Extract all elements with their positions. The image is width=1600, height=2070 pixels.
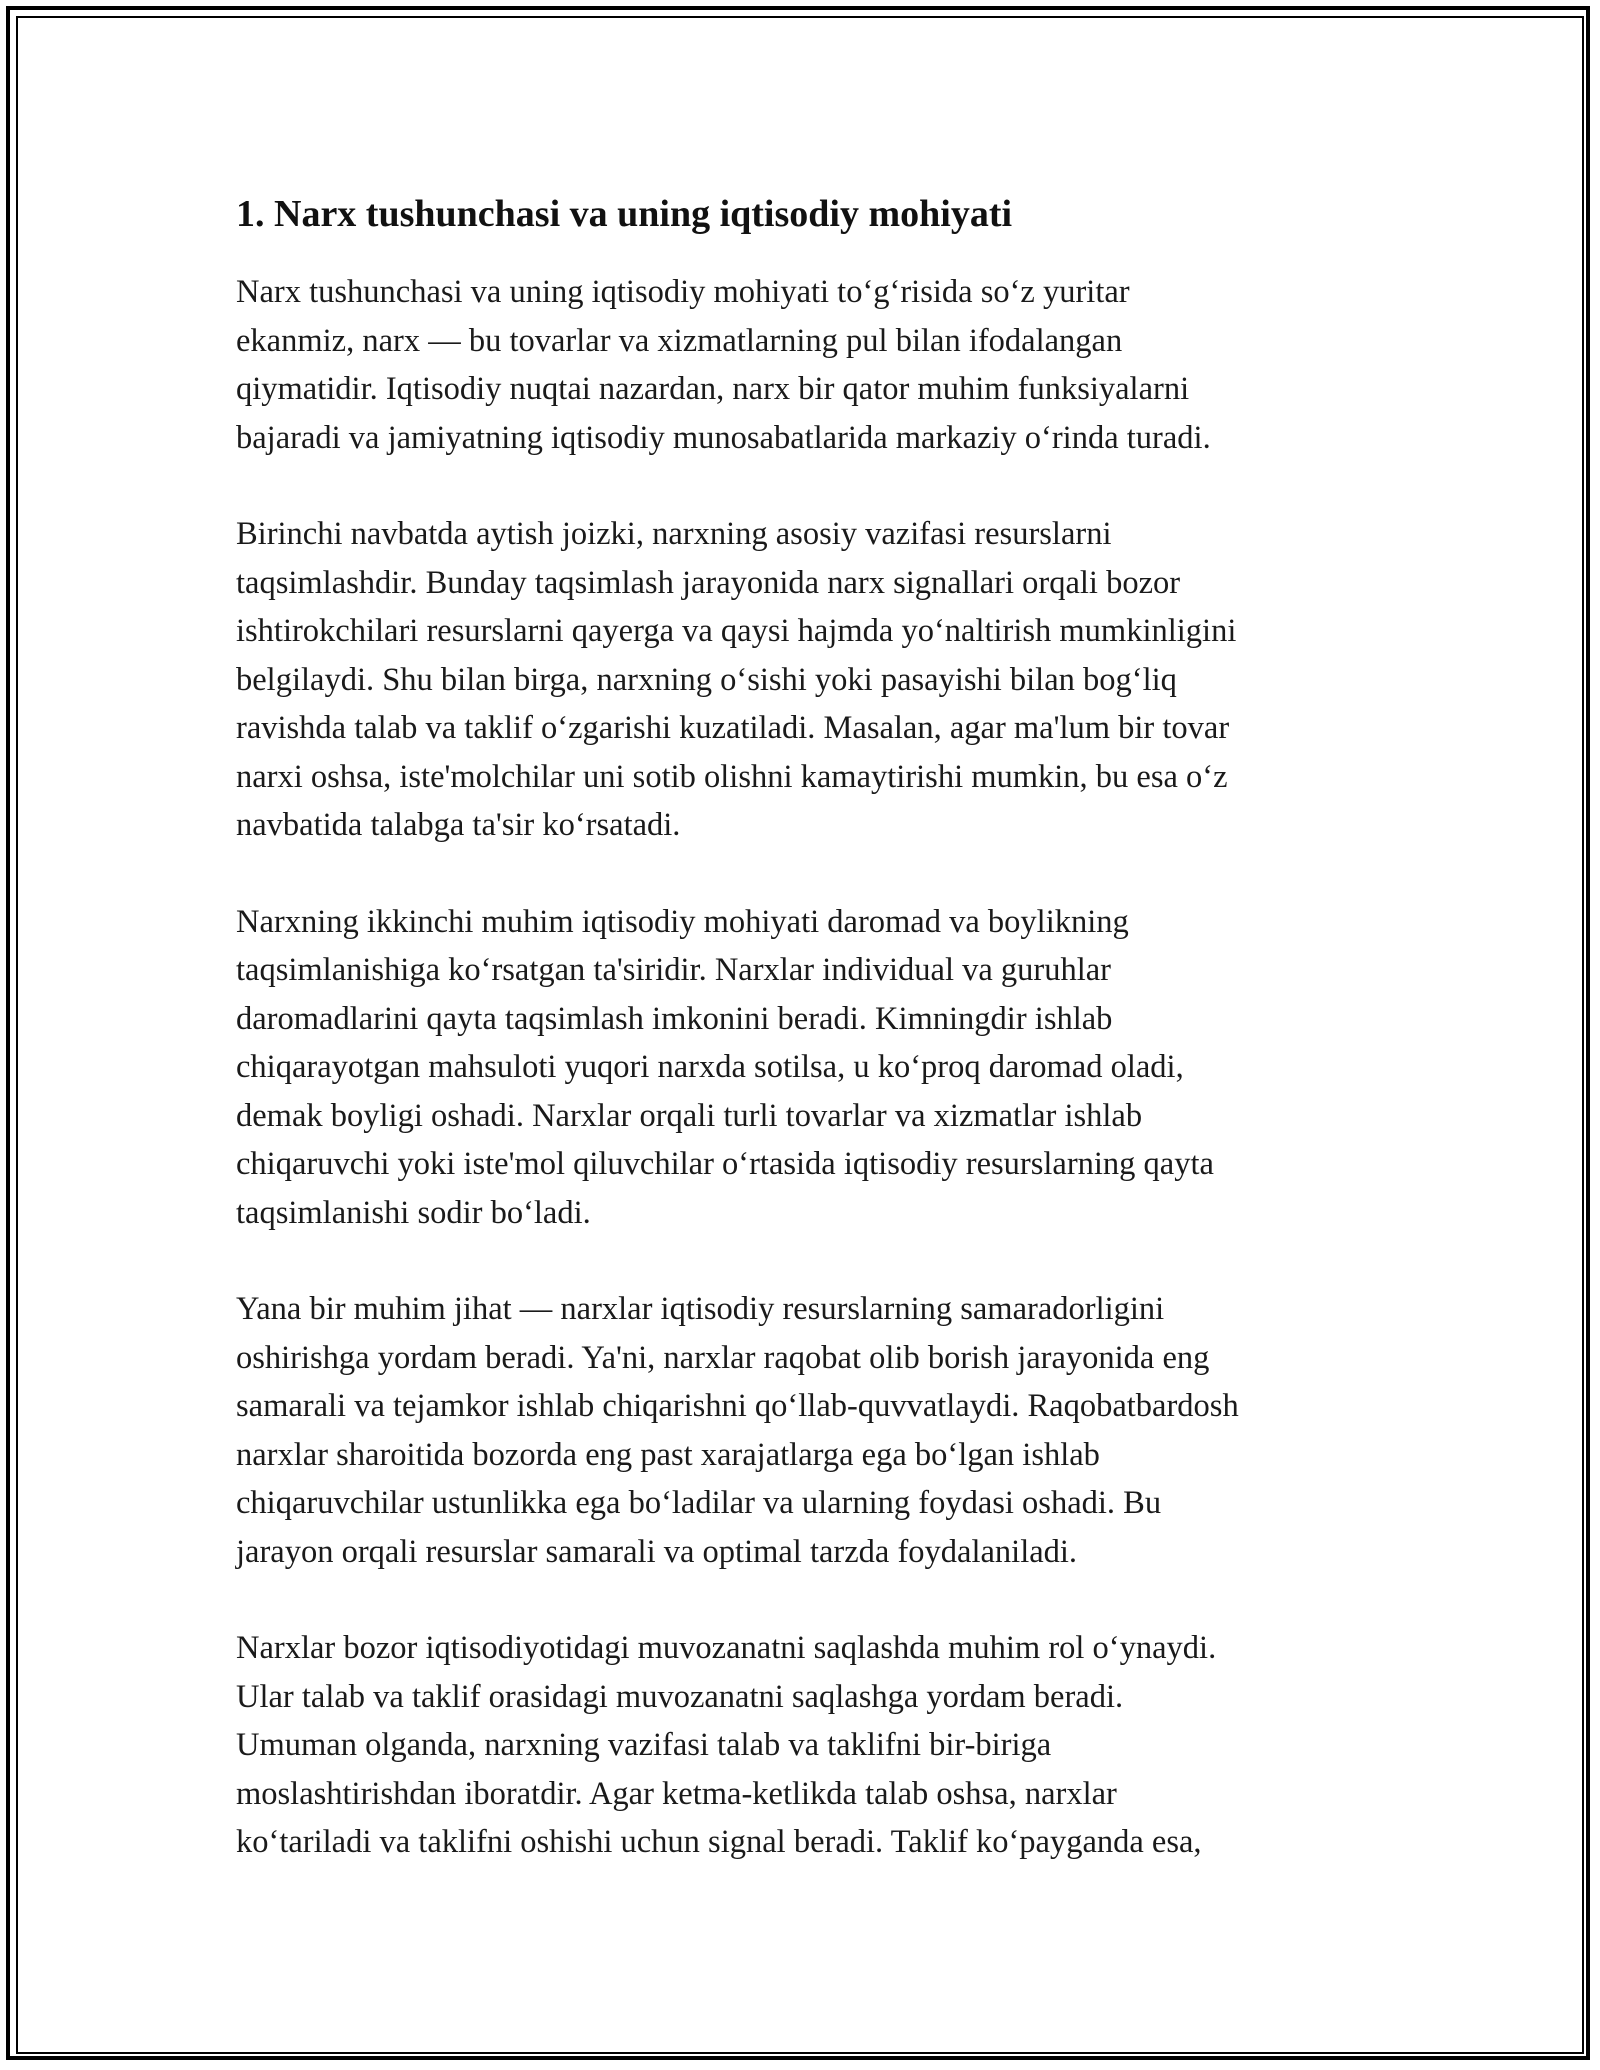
text-line: bajaradi va jamiyatning iqtisodiy munosabatlarida markaziy o‘rinda turadi.: [236, 419, 1211, 456]
text-line: navbatida talabga ta'sir ko‘rsatadi.: [236, 807, 681, 843]
text-line: Ular talab va taklif orasidagi muvozanatni saqlashga yordam beradi.: [236, 1678, 1124, 1715]
text-line: Narx tushunchasi va uning iqtisodiy mohiyati to‘g‘risida so‘z yuritar: [236, 274, 1130, 310]
text-line: Birinchi navbatda aytish joizki, narxning asosiy vazifasi resurslarni: [236, 516, 1112, 552]
text-line: Narxning ikkinchi muhim iqtisodiy mohiyati daromad va boylikning: [236, 903, 1129, 940]
text-line: ko‘tariladi va taklifni oshishi uchun signal beradi. Taklif ko‘payganda esa,: [236, 1824, 1202, 1860]
text-line: oshirishga yordam beradi. Ya'ni, narxlar raqobat olib borish jarayonida eng: [236, 1339, 1210, 1376]
text-line: daromadlarini qayta taqsimlash imkonini beradi. Kimningdir ishlab: [236, 1000, 1113, 1037]
paragraph: [236, 1624, 1376, 1867]
paragraph: [236, 1285, 1376, 1576]
document-body: [236, 186, 1376, 1915]
text-line: samarali va tejamkor ishlab chiqarishni qo‘llab-quvvatlaydi. Raqobatbardosh: [236, 1388, 1239, 1424]
text-line: taqsimlanishi sodir bo‘ladi.: [236, 1194, 591, 1231]
text-line: Umuman olganda, narxning vazifasi talab va taklifni bir-biriga: [236, 1727, 1052, 1763]
text-line: ishtirokchilari resurslarni qayerga va qaysi hajmda yo‘naltirish mumkinligini: [236, 613, 1237, 649]
text-line: Narxlar bozor iqtisodiyotidagi muvozanatni saqlashda muhim rol o‘ynaydi.: [236, 1630, 1217, 1666]
text-line: ravishda talab va taklif o‘zgarishi kuzatiladi. Masalan, agar ma'lum bir tovar: [236, 710, 1230, 746]
text-line: chiqarayotgan mahsuloti yuqori narxda sotilsa, u ko‘proq daromad oladi,: [236, 1049, 1184, 1085]
text-line: taqsimlanishiga ko‘rsatgan ta'siridir. Narxlar individual va guruhlar: [236, 952, 1112, 988]
text-line: Yana bir muhim jihat — narxlar iqtisodiy resurslarning samaradorligini: [236, 1291, 1165, 1327]
text-line: qiymatidir. Iqtisodiy nuqtai nazardan, narx bir qator muhim funksiyalarni: [236, 371, 1190, 407]
text-line: taqsimlashdir. Bunday taqsimlash jarayonida narx signallari orqali bozor: [236, 564, 1181, 601]
paragraph: [236, 268, 1376, 462]
text-line: chiqaruvchilar ustunlikka ega bo‘ladilar va ularning foydasi oshadi. Bu: [236, 1485, 1162, 1521]
text-line: ekanmiz, narx — bu tovarlar va xizmatlarning pul bilan ifodalangan: [236, 322, 1123, 359]
text-line: narxi oshsa, iste'molchilar uni sotib olishni kamaytirishi mumkin, bu esa o‘z: [236, 758, 1228, 795]
text-line: narxlar sharoitida bozorda eng past xarajatlarga ega bo‘lgan ishlab: [236, 1436, 1100, 1473]
text-line: demak boyligi oshadi. Narxlar orqali turli tovarlar va xizmatlar ishlab: [236, 1097, 1143, 1134]
section-heading: 1. Narx tushunchasi va uning iqtisodiy mohiyati: [236, 193, 1013, 235]
text-line: belgilaydi. Shu bilan birga, narxning o‘sishi yoki pasayishi bilan bog‘liq: [236, 661, 1177, 698]
paragraph: [236, 510, 1376, 850]
text-line: jarayon orqali resurslar samarali va optimal tarzda foydalaniladi.: [236, 1533, 1078, 1570]
text-line: chiqaruvchi yoki iste'mol qiluvchilar o‘rtasida iqtisodiy resurslarning qayta: [236, 1146, 1214, 1182]
paragraph: [236, 898, 1376, 1238]
text-line: moslashtirishdan iboratdir. Agar ketma-ketlikda talab oshsa, narxlar: [236, 1775, 1117, 1812]
